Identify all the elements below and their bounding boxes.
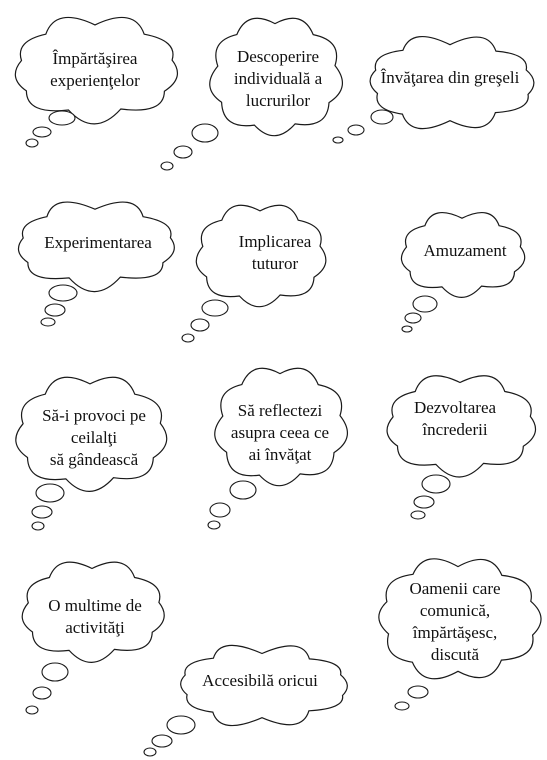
- thought-cloud-6: [401, 213, 524, 332]
- thought-cloud-4: [18, 202, 174, 326]
- thought-bubble-dot: [174, 146, 192, 158]
- thought-bubble-dot: [413, 296, 437, 312]
- thought-bubble-dot: [348, 125, 364, 135]
- cloud-6-text: Amuzament: [423, 241, 507, 260]
- thought-bubble-dot: [411, 511, 425, 519]
- cloud-11-text: Accesibilă oricui: [202, 671, 318, 690]
- cloud-10-text: O multime de activităţi: [48, 596, 142, 637]
- thought-bubble-dot: [191, 319, 209, 331]
- thought-bubble-dot: [210, 503, 230, 517]
- cloud-7-text: Să-i provoci pe ceilalţi să gândească: [42, 406, 146, 469]
- cloud-1-text: Împărtăşirea experienţelor: [50, 49, 140, 90]
- thought-bubble-dot: [45, 304, 65, 316]
- thought-cloud-11: [144, 645, 347, 756]
- thought-bubble-dot: [202, 300, 228, 316]
- thought-bubble-dot: [192, 124, 218, 142]
- thought-cloud-3: [333, 37, 534, 143]
- cloud-12-text: Oamenii care comunică, împărtăşesc, discută: [409, 579, 501, 664]
- thought-bubble-dot: [395, 702, 409, 710]
- thought-bubble-dot: [36, 484, 64, 502]
- thought-bubble-dot: [41, 318, 55, 326]
- thought-bubble-dot: [152, 735, 172, 747]
- thought-bubble-dot: [402, 326, 412, 332]
- thought-bubble-dot: [161, 162, 173, 170]
- thought-bubble-dot: [405, 313, 421, 323]
- thought-bubble-dot: [208, 521, 220, 529]
- thought-bubble-dot: [49, 111, 75, 125]
- thought-bubble-dot: [144, 748, 156, 756]
- thought-bubble-dot: [422, 475, 450, 493]
- thought-bubble-dot: [42, 663, 68, 681]
- thought-bubble-dot: [230, 481, 256, 499]
- thought-bubble-dot: [49, 285, 77, 301]
- thought-bubble-dot: [26, 139, 38, 147]
- cloud-4-text: Experimentarea: [44, 233, 152, 252]
- thought-bubble-dot: [182, 334, 194, 342]
- cloud-9-text: Dezvoltarea încrederii: [413, 398, 497, 439]
- thought-bubble-dot: [32, 522, 44, 530]
- cloud-3-text: Învăţarea din greşeli: [380, 68, 520, 87]
- thought-bubble-dot: [333, 137, 343, 143]
- thought-bubble-dot: [167, 716, 195, 734]
- thought-bubble-dot: [33, 687, 51, 699]
- cloud-5-text: Implicarea tuturor: [238, 232, 312, 273]
- thought-bubble-dot: [408, 686, 428, 698]
- thought-bubble-dot: [414, 496, 434, 508]
- cloud-8-text: Să reflectezi asupra ceea ce ai învăţat: [230, 401, 330, 464]
- thought-bubble-dot: [26, 706, 38, 714]
- thought-bubble-dot: [32, 506, 52, 518]
- thought-bubble-dot: [33, 127, 51, 137]
- cloud-2-text: Descoperire individuală a lucrurilor: [233, 47, 323, 110]
- thought-bubble-dot: [371, 110, 393, 124]
